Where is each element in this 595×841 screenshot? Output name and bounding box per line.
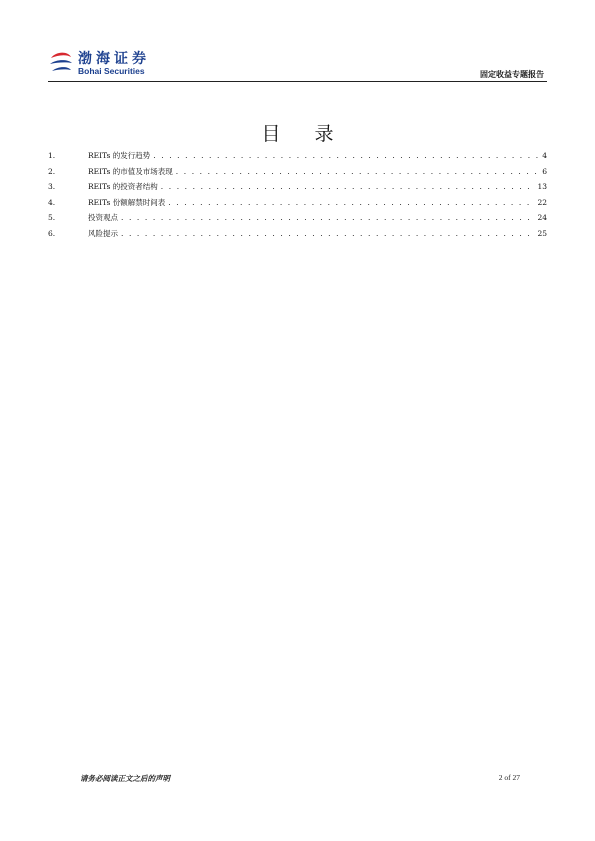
header-divider bbox=[48, 81, 547, 82]
toc-entry-text: REITs 的投资者结构 bbox=[88, 182, 158, 191]
toc-entry[interactable] bbox=[48, 229, 547, 245]
toc-entry[interactable] bbox=[48, 167, 547, 183]
toc-title: 目 录 bbox=[261, 123, 348, 145]
toc-dot-leader bbox=[121, 213, 534, 223]
toc-dot-leader bbox=[176, 167, 539, 177]
toc-dot-leader bbox=[121, 229, 534, 239]
toc-dot-leader bbox=[168, 198, 534, 208]
toc-entry-text: REITs 份额解禁时间表 bbox=[88, 197, 166, 207]
toc-dot-leader bbox=[153, 151, 539, 161]
toc-entry-page: 25 bbox=[537, 228, 547, 238]
toc-entry[interactable] bbox=[48, 182, 547, 198]
bohai-logo-icon bbox=[48, 50, 74, 76]
toc-entry-text: 风险提示 bbox=[88, 228, 118, 238]
toc-entry-number: 2. bbox=[48, 166, 56, 176]
toc-entry-number: 6. bbox=[48, 228, 56, 238]
report-type-label: 固定收益专题报告 bbox=[480, 70, 544, 79]
toc-entry-text: REITs 的市值及市场表现 bbox=[88, 166, 173, 176]
toc-entry-text: REITs 的发行趋势 bbox=[88, 151, 151, 160]
toc-entry-page: 13 bbox=[537, 182, 547, 191]
toc-entry[interactable] bbox=[48, 151, 547, 167]
toc-entry-text: 投资观点 bbox=[88, 213, 118, 222]
table-of-contents bbox=[48, 151, 547, 244]
toc-entry[interactable] bbox=[48, 198, 547, 214]
toc-entry-number: 5. bbox=[48, 213, 56, 222]
toc-entry-page: 4 bbox=[542, 151, 547, 160]
toc-entry[interactable] bbox=[48, 213, 547, 229]
footer-disclaimer: 请务必阅读正文之后的声明 bbox=[80, 774, 170, 783]
toc-entry-number: 1. bbox=[48, 151, 56, 160]
toc-dot-leader bbox=[161, 182, 535, 192]
logo-chinese-name: 渤海证券 bbox=[78, 51, 150, 67]
company-logo bbox=[48, 48, 178, 78]
logo-english-name: Bohai Securities bbox=[78, 66, 145, 76]
toc-entry-page: 24 bbox=[537, 213, 547, 222]
footer-page-number: 2 of 27 bbox=[498, 773, 520, 782]
toc-entry-page: 6 bbox=[542, 166, 547, 176]
toc-entry-page: 22 bbox=[537, 197, 547, 207]
toc-entry-number: 3. bbox=[48, 182, 56, 191]
toc-entry-number: 4. bbox=[48, 197, 56, 207]
